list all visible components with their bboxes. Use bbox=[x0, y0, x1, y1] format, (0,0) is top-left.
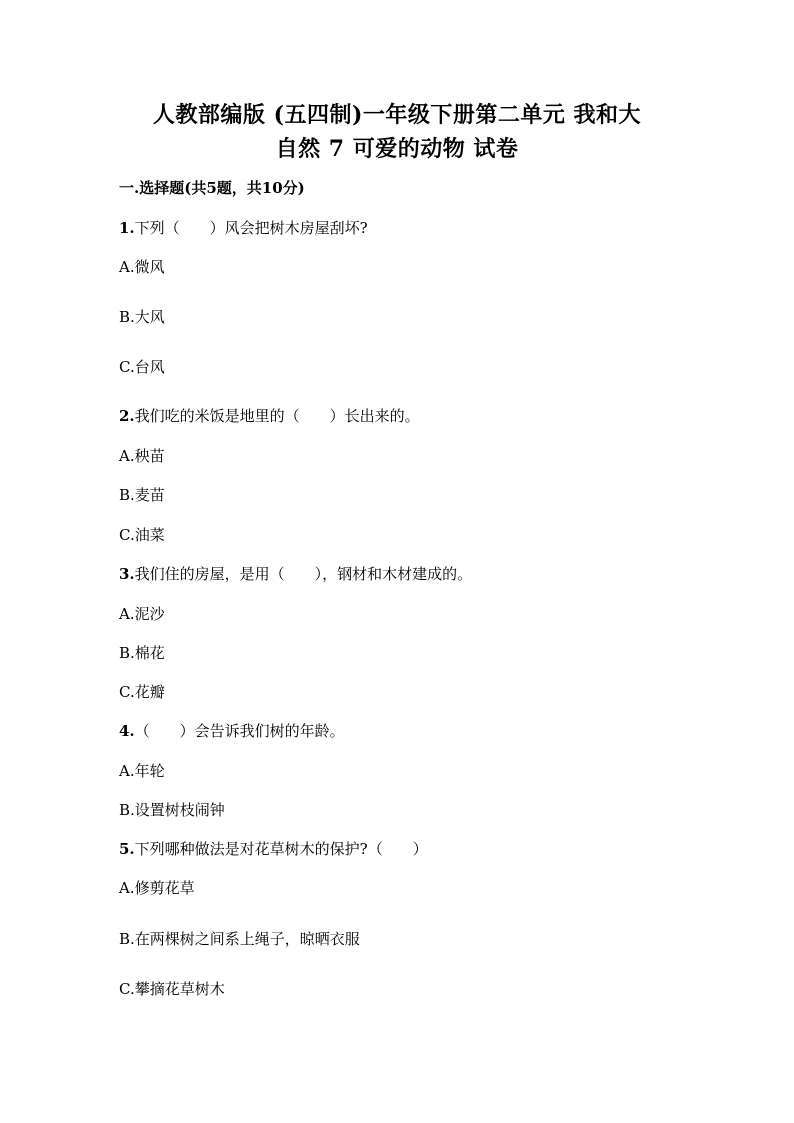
question-5-option-b: B.在两棵树之间系上绳子，晾晒衣服 bbox=[119, 930, 360, 948]
question-4-option-a: A.年轮 bbox=[119, 762, 165, 780]
question-1-option-a: A.微风 bbox=[119, 258, 165, 276]
question-3 bbox=[119, 564, 472, 584]
question-text: （ ）会告诉我们树的年龄。 bbox=[134, 722, 345, 740]
question-number: 5. bbox=[119, 840, 135, 858]
question-1 bbox=[119, 218, 368, 238]
question-text: 我们住的房屋，是用（ ），钢材和木材建成的。 bbox=[134, 565, 473, 583]
question-4 bbox=[119, 721, 345, 741]
question-2 bbox=[119, 406, 420, 426]
question-text: 下列哪种做法是对花草树木的保护?（ ） bbox=[134, 840, 428, 858]
question-3-option-c: C.花瓣 bbox=[119, 683, 165, 701]
section-heading: 一.选择题(共5题，共10分) bbox=[119, 179, 305, 197]
question-number: 1. bbox=[119, 219, 135, 237]
question-2-option-a: A.秧苗 bbox=[119, 447, 165, 465]
exam-title-line-2: 自然 7 可爱的动物 试卷 bbox=[275, 136, 519, 162]
question-text: 下列（ ）风会把树木房屋刮坏? bbox=[134, 219, 368, 237]
question-number: 3. bbox=[119, 565, 135, 583]
exam-title-line-1: 人教部编版 (五四制)一年级下册第二单元 我和大 bbox=[152, 102, 642, 128]
question-5-option-c: C.攀摘花草树木 bbox=[119, 980, 225, 998]
question-3-option-b: B.棉花 bbox=[119, 644, 165, 662]
question-5-option-a: A.修剪花草 bbox=[119, 879, 195, 897]
question-number: 2. bbox=[119, 407, 135, 425]
question-3-option-a: A.泥沙 bbox=[119, 605, 165, 623]
question-number: 4. bbox=[119, 722, 135, 740]
question-1-option-c: C.台风 bbox=[119, 358, 165, 376]
question-5 bbox=[119, 839, 428, 859]
question-1-option-b: B.大风 bbox=[119, 308, 165, 326]
question-2-option-b: B.麦苗 bbox=[119, 486, 165, 504]
question-4-option-b: B.设置树枝闹钟 bbox=[119, 801, 225, 819]
question-2-option-c: C.油菜 bbox=[119, 526, 165, 544]
question-text: 我们吃的米饭是地里的（ ）长出来的。 bbox=[134, 407, 420, 425]
